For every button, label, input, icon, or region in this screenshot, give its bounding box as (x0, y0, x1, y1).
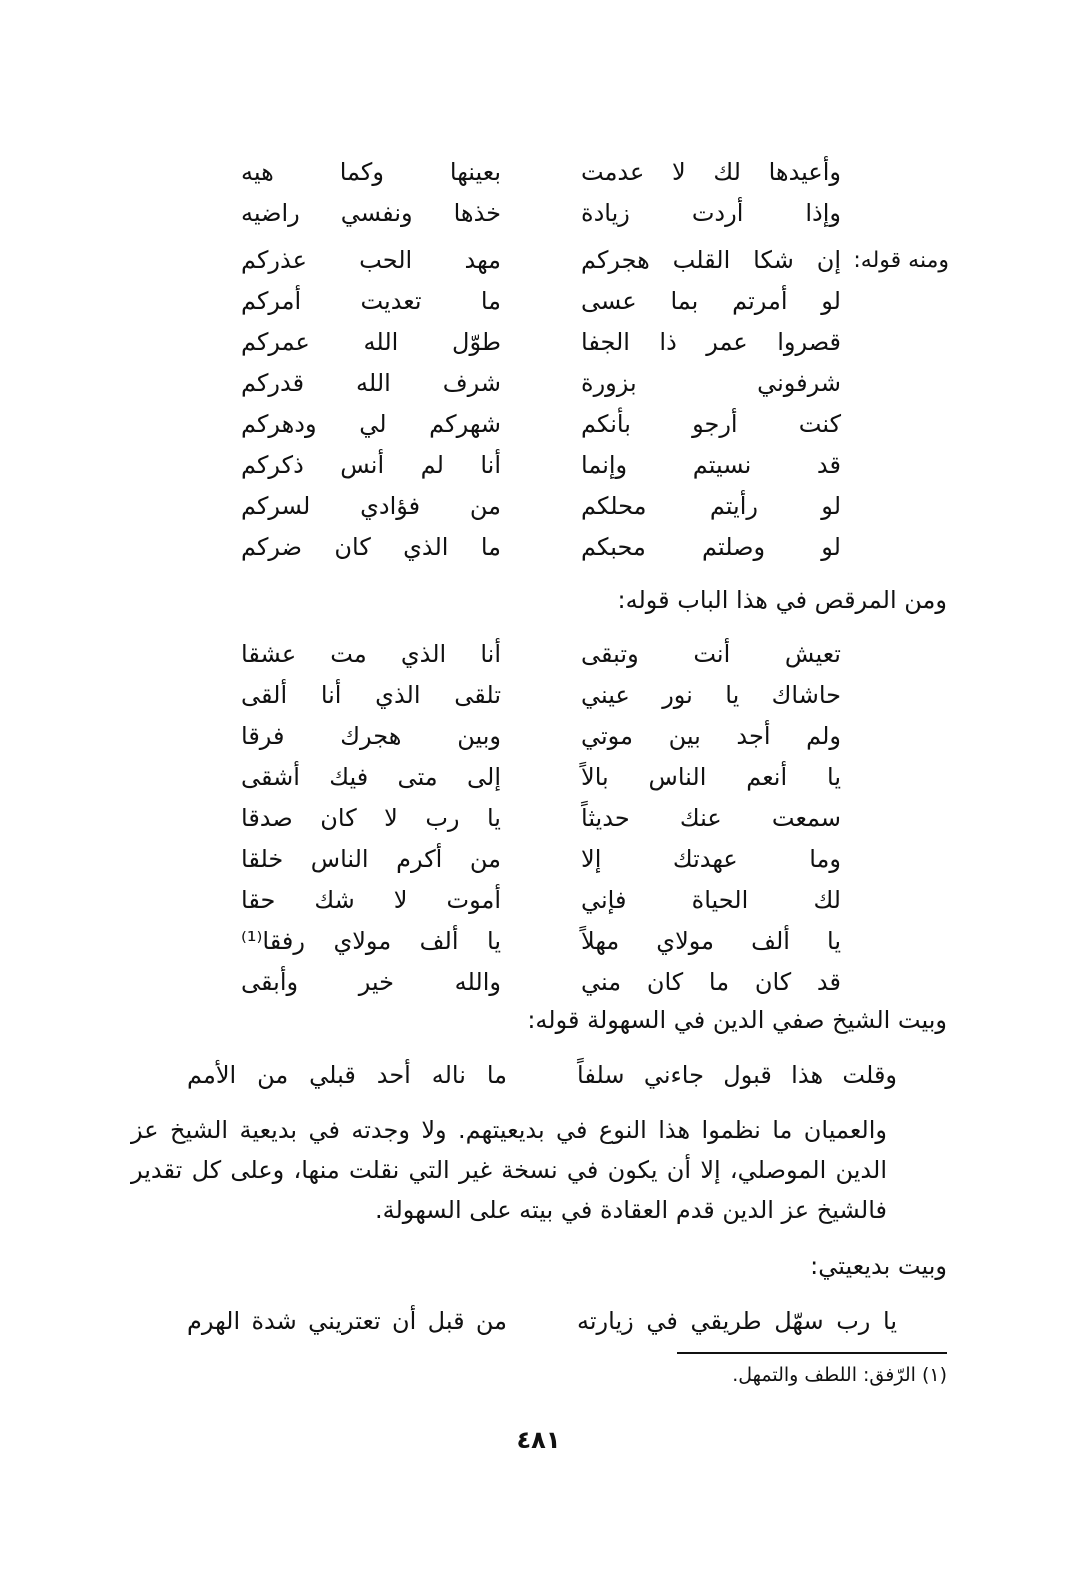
verse-row (241, 757, 841, 798)
verse-first-hemistich: سمعت عنك حديثاً (581, 804, 841, 832)
section-intro: وبيت الشيخ صفي الدين في السهولة قوله: (527, 1006, 947, 1034)
verse-row (241, 152, 841, 193)
verse-second-hemistich: ما ناله أحد قبلي من الأمم (187, 1061, 507, 1089)
verse-first-hemistich: وإذا أردت زيادة (581, 199, 841, 227)
verse-second-hemistich: والله خير وأبقى (241, 968, 501, 996)
verse-first-hemistich: وأعيدها لك لا عدمت (581, 158, 841, 186)
verse-row (241, 363, 841, 404)
verse-second-hemistich: إلى متى فيك أشقى (241, 763, 501, 791)
verse-second-hemistich: وبين هجرك فرقا (241, 722, 501, 750)
verse-row (241, 486, 841, 527)
verse-second-hemistich: بعينها وكما هيه (241, 158, 501, 186)
verse-row (241, 193, 841, 234)
verse-second-hemistich: شرف الله قدركم (241, 369, 501, 397)
verse-second-hemistich: تلقى الذي أنا ألقى (241, 681, 501, 709)
verse-first-hemistich: يا ألف مولاي مهلاً (581, 927, 841, 955)
verse-second-hemistich: أموت لا شك حقا (241, 886, 501, 914)
verse-first-hemistich: لو رأيتم محلكم (581, 492, 841, 520)
verse-safi (187, 1054, 897, 1096)
verse-row (241, 921, 841, 962)
verse-first-hemistich: قصروا عمر ذا الجفا (581, 328, 841, 356)
section-label: ومنه قوله: (853, 248, 949, 273)
section-intro: ومن المرقص في هذا الباب قوله: (617, 586, 947, 614)
verse-row (241, 240, 841, 281)
footnote: (١) الرّفق: اللطف والتمهل. (732, 1364, 947, 1386)
verse-first-hemistich: قد نسيتم وإنما (581, 451, 841, 479)
verse-second-hemistich: أنا الذي مت عشقا (241, 640, 501, 668)
verse-second-hemistich: خذها ونفسي راضيه (241, 199, 501, 227)
verse-first-hemistich: لك الحياة فإني (581, 886, 841, 914)
verse-second-hemistich: من فؤادي لسركم (241, 492, 501, 520)
verse-block-1 (241, 152, 841, 234)
verse-row (241, 798, 841, 839)
verse-first-hemistich: حاشاك يا نور عيني (581, 681, 841, 709)
verse-block-2 (241, 240, 841, 568)
verse-first-hemistich: يا أنعم الناس بالاً (581, 763, 841, 791)
verse-first-hemistich: إن شكا القلب هجركم (581, 246, 841, 274)
paragraph-text: والعميان ما نظموا هذا النوع في بديعيتهم. ولا وجدته في بديعية الشيخ عز الدين الموصلي، إلا أن يكون في نسخة غير التي نقلت منها، وعلى كل تقدير فالشيخ عز الدين قدم العقادة في بيته على السهولة. (131, 1116, 887, 1224)
verse-first-hemistich: وما عهدتك إلا (581, 845, 841, 873)
verse-second-hemistich: من أكرم الناس خلقا (241, 845, 501, 873)
verse-first-hemistich: يا رب سهّل طريقي في زيارته (577, 1307, 897, 1335)
verse-first-hemistich: شرفوني بزورة (581, 369, 841, 397)
verse-second-hemistich: ما تعديت أمركم (241, 287, 501, 315)
verse-second-hemistich: مهد الحب عذركم (241, 246, 501, 274)
verse-second-hemistich: يا ألف مولاي رفقا⁽¹⁾ (241, 927, 501, 955)
verse-first-hemistich: تعيش أنت وتبقى (581, 640, 841, 668)
verse-second-hemistich: ما الذي كان ضركم (241, 533, 501, 561)
verse-row (241, 839, 841, 880)
verse-first-hemistich: وقلت هذا قبول جاءني سلفاً (577, 1061, 897, 1089)
verse-first-hemistich: لو وصلتم محبكم (581, 533, 841, 561)
verse-row (241, 962, 841, 1003)
verse-second-hemistich: شهركم لي ودهركم (241, 410, 501, 438)
verse-row (241, 716, 841, 757)
prose-paragraph (131, 1110, 947, 1230)
section-intro: وبيت بديعيتي: (810, 1252, 947, 1280)
verse-block-3 (241, 634, 841, 1003)
verse-second-hemistich: من قبل أن تعتريني شدة الهرم (187, 1307, 507, 1335)
verse-row (241, 880, 841, 921)
page-number: ٤٨١ (516, 1426, 561, 1454)
verse-row (241, 634, 841, 675)
verse-row (241, 404, 841, 445)
verse-first-hemistich: لو أمرتم بما عسى (581, 287, 841, 315)
verse-second-hemistich: يا رب لا كان صدقا (241, 804, 501, 832)
verse-mine (187, 1300, 897, 1342)
verse-first-hemistich: قد كان ما كان مني (581, 968, 841, 996)
verse-row (241, 527, 841, 568)
verse-second-hemistich: أنا لم أنس ذكركم (241, 451, 501, 479)
verse-first-hemistich: ولم أجد بين موتي (581, 722, 841, 750)
verse-row (241, 675, 841, 716)
verse-row (241, 281, 841, 322)
verse-second-hemistich: طوّل الله عمركم (241, 328, 501, 356)
verse-row (241, 445, 841, 486)
verse-first-hemistich: كنت أرجو بأنكم (581, 410, 841, 438)
footnote-divider (677, 1352, 947, 1354)
verse-row (241, 322, 841, 363)
